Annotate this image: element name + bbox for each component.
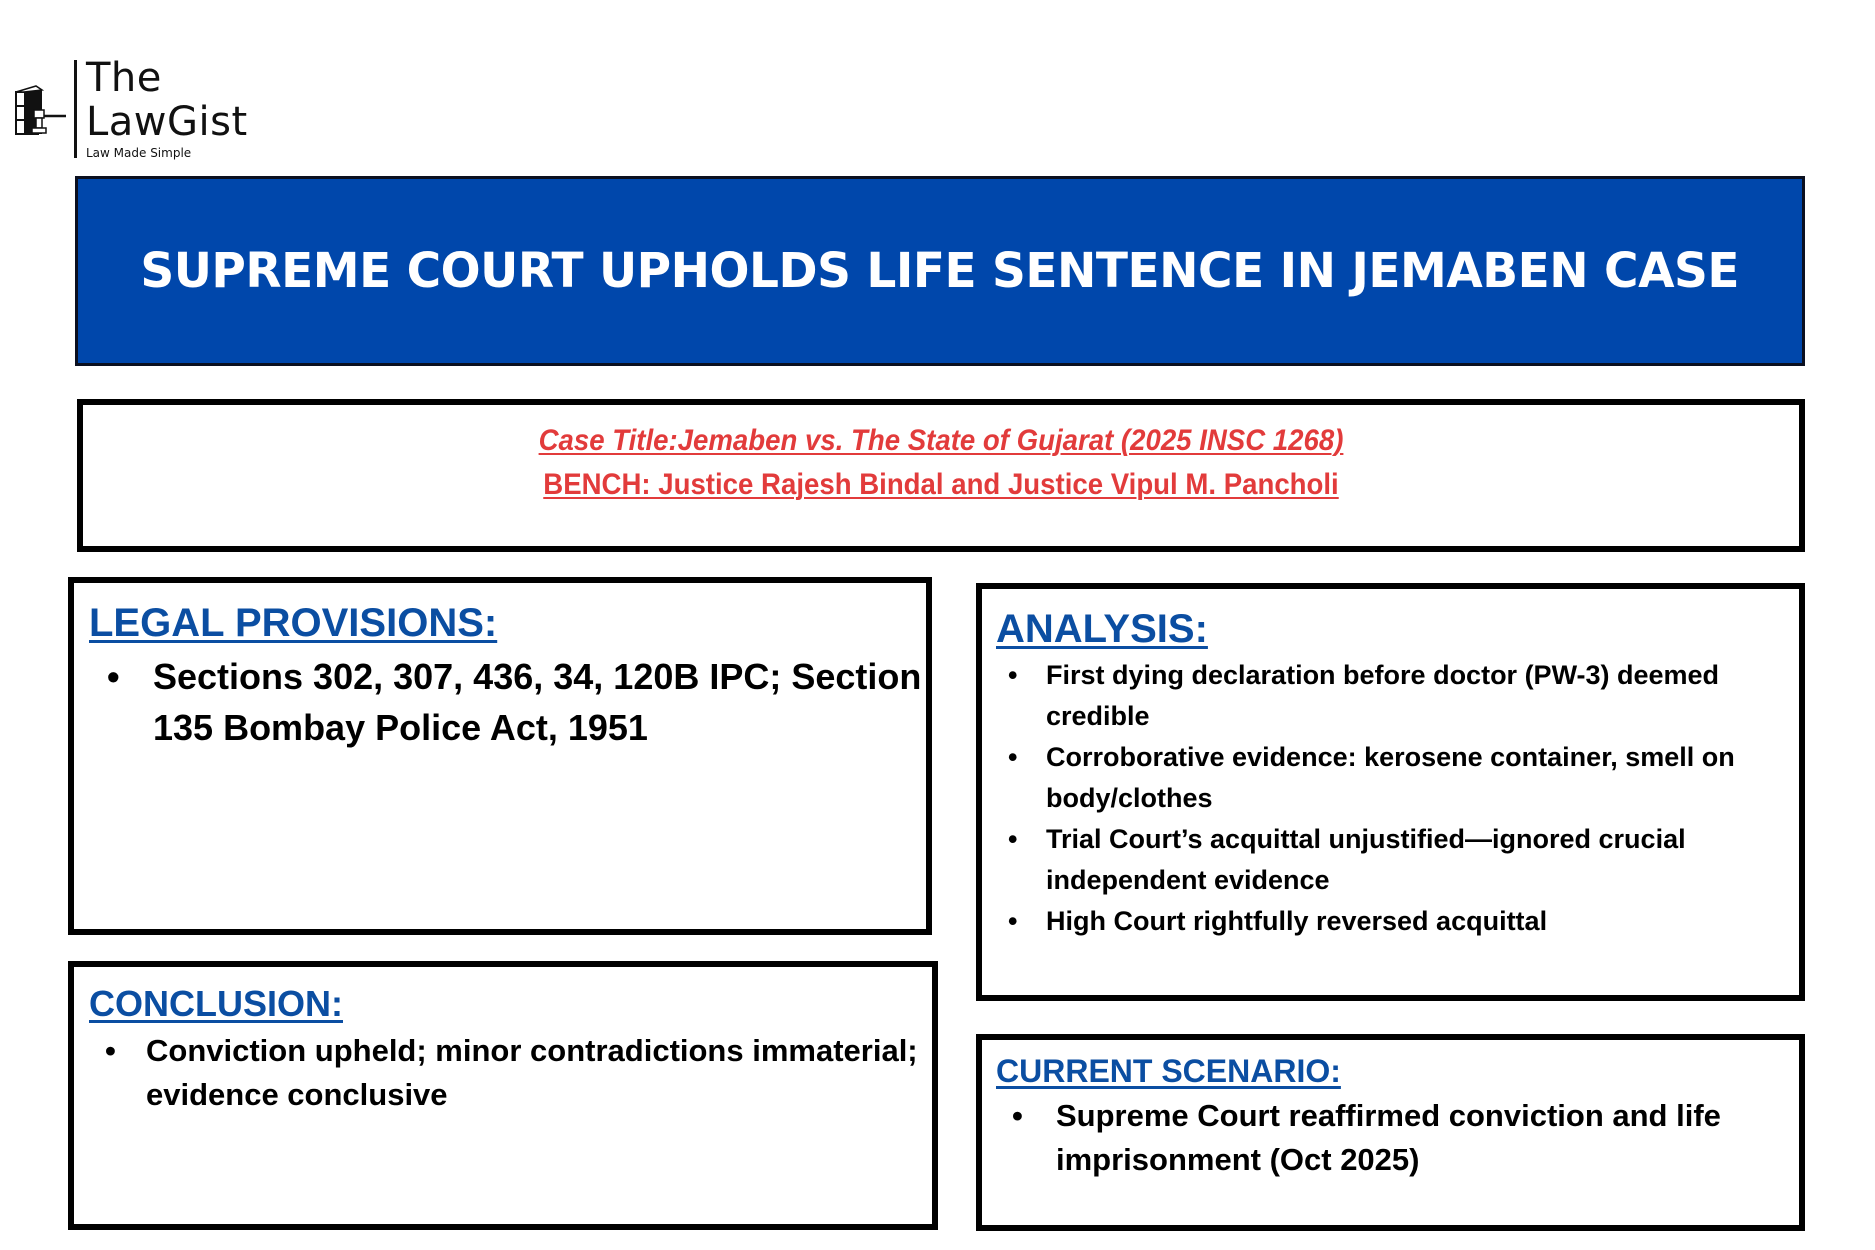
page-title: SUPREME COURT UPHOLDS LIFE SENTENCE IN JEMABEN CASE [140, 243, 1740, 299]
list-item-text: Trial Court’s acquittal unjustified—ignored crucial independent evidence [1046, 824, 1686, 895]
list-item-text: Supreme Court reaffirmed conviction and life imprisonment (Oct 2025) [1056, 1098, 1721, 1177]
current-scenario-box [976, 1034, 1805, 1231]
list-item [996, 901, 1799, 942]
bullet-icon: • [1008, 742, 1018, 772]
logo-icon [14, 84, 68, 136]
logo-name-line2: LawGist [86, 99, 248, 145]
list-item [89, 1029, 932, 1117]
bullet-icon: • [107, 656, 120, 697]
bullet-icon: • [1008, 824, 1018, 854]
list-item [89, 651, 926, 753]
analysis-box [976, 583, 1805, 1001]
list-item [996, 655, 1799, 737]
legal-provisions-box [68, 577, 932, 935]
logo-divider [74, 60, 77, 158]
case-info-box [77, 399, 1805, 552]
logo-tagline: Law Made Simple [86, 146, 192, 160]
list-item-text: Sections 302, 307, 436, 34, 120B IPC; Section 135 Bombay Police Act, 1951 [153, 656, 922, 748]
list-item [996, 1094, 1799, 1182]
logo-wordmark [86, 56, 248, 144]
analysis-list [996, 655, 1799, 942]
title-banner [75, 176, 1805, 366]
list-item [996, 819, 1799, 901]
current-scenario-list [996, 1094, 1799, 1182]
conclusion-list [89, 1029, 932, 1117]
list-item-text: Corroborative evidence: kerosene container, smell on body/clothes [1046, 742, 1735, 813]
legal-provisions-list [89, 651, 926, 753]
bullet-icon: • [1012, 1098, 1023, 1133]
list-item-text: High Court rightfully reversed acquittal [1046, 906, 1548, 936]
conclusion-box [68, 961, 938, 1230]
list-item [996, 737, 1799, 819]
bullet-icon: • [105, 1033, 116, 1068]
gavel-book-icon [14, 84, 68, 136]
legal-provisions-heading: LEGAL PROVISIONS: [89, 601, 498, 645]
logo-name-line1: The [86, 55, 162, 101]
case-title: Case Title:Jemaben vs. The State of Gujarat (2025 INSC 1268) [538, 424, 1344, 457]
list-item-text: Conviction upheld; minor contradictions immaterial; evidence conclusive [146, 1033, 918, 1112]
list-item-text: First dying declaration before doctor (PW-3) deemed credible [1046, 660, 1720, 731]
analysis-heading: ANALYSIS: [996, 607, 1208, 651]
bench-info: BENCH: Justice Rajesh Bindal and Justice Vipul M. Pancholi [543, 468, 1339, 501]
conclusion-heading: CONCLUSION: [89, 983, 343, 1024]
bullet-icon: • [1008, 906, 1018, 936]
current-scenario-heading: CURRENT SCENARIO: [996, 1053, 1341, 1089]
bullet-icon: • [1008, 660, 1018, 690]
